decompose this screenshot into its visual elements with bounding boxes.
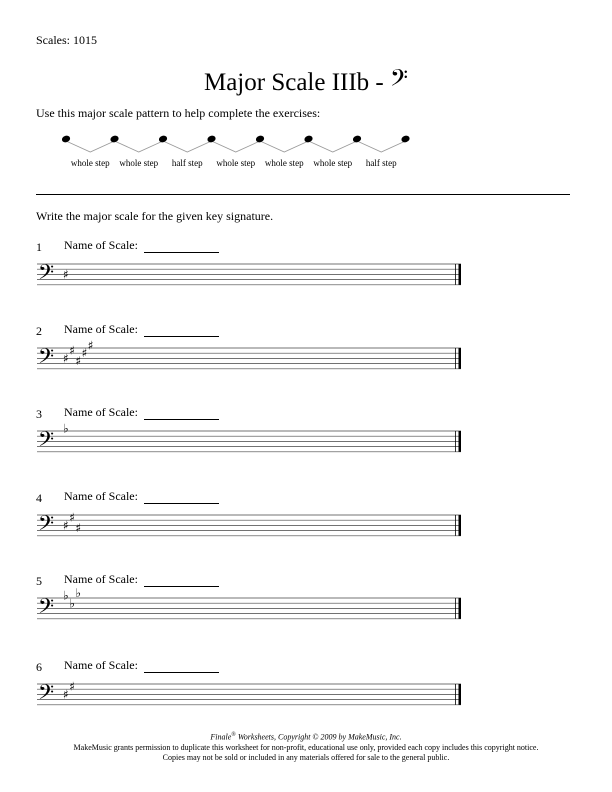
scale-pattern-diagram <box>0 128 612 180</box>
final-barline <box>459 431 462 452</box>
exercise-number: 3 <box>36 407 42 421</box>
exercise-2 <box>0 324 612 404</box>
exercise-4 <box>0 491 612 571</box>
scale-name-label: Name of Scale: <box>64 489 138 503</box>
step-label: whole step <box>264 158 304 168</box>
exercise-number: 4 <box>36 491 42 505</box>
final-barline <box>459 515 462 536</box>
exercise-number: 5 <box>36 574 42 588</box>
step-label: half step <box>365 158 397 168</box>
scale-note-icon <box>352 135 362 144</box>
scale-pattern-notes <box>0 128 612 158</box>
scale-note-icon <box>206 135 216 144</box>
scale-note-icon <box>61 135 71 144</box>
exercise-number: 6 <box>36 660 42 674</box>
sharp-icon: ♯ <box>87 338 94 353</box>
sharp-icon: ♯ <box>63 351 69 366</box>
flat-icon: ♭ <box>63 588 69 603</box>
scale-name-label: Name of Scale: <box>64 322 138 336</box>
exercise-3 <box>0 407 612 487</box>
exercise-instruction: Write the major scale for the given key signature. <box>36 209 274 223</box>
page-title-text: Major Scale IIIb - <box>203 69 391 96</box>
exercise-number: 2 <box>36 324 42 338</box>
bass-clef-icon: 𝄢 <box>38 344 55 373</box>
sharp-icon: ♯ <box>75 354 82 368</box>
step-connector <box>260 141 309 152</box>
pattern-intro-text: Use this major scale pattern to help complete the exercises: <box>36 106 321 120</box>
bass-staff[interactable] <box>0 586 612 646</box>
step-connector <box>309 141 358 152</box>
sharp-icon: ♯ <box>75 521 82 535</box>
scale-name-label: Name of Scale: <box>64 405 138 419</box>
final-barline <box>459 598 462 619</box>
step-connector <box>115 141 164 152</box>
scale-note-icon <box>109 135 119 144</box>
footer-line-3: Copies may not be sold or included in any materials offered for sale to the general public. <box>162 752 450 762</box>
step-label: whole step <box>119 158 159 168</box>
flat-icon: ♭ <box>69 596 75 611</box>
step-connector <box>66 141 115 152</box>
bass-clef-icon: 𝄢 <box>38 680 55 709</box>
step-label: half step <box>171 158 203 168</box>
footer-product-name: Finale <box>210 732 232 742</box>
sharp-icon: ♯ <box>63 267 69 282</box>
footer-copyright: Worksheets, Copyright © 2009 by MakeMusic, Inc. <box>235 732 402 742</box>
scale-name-label: Name of Scale: <box>64 238 138 252</box>
final-barline <box>459 684 462 705</box>
section-divider <box>36 194 570 195</box>
scale-name-label: Name of Scale: <box>64 572 138 586</box>
sharp-icon: ♯ <box>81 346 88 361</box>
scale-note-icon <box>303 135 313 144</box>
registered-mark: ® <box>231 732 236 738</box>
bass-staff[interactable] <box>0 336 612 396</box>
step-label: whole step <box>216 158 256 168</box>
sharp-icon: ♯ <box>63 687 69 702</box>
flat-icon: ♭ <box>63 421 69 436</box>
page-title <box>0 64 612 98</box>
copyright-footer <box>0 730 612 763</box>
bass-clef-icon: 𝄢 <box>38 427 55 456</box>
final-barline <box>459 348 462 369</box>
worksheet-id: Scales: 1015 <box>36 33 97 47</box>
sharp-icon: ♯ <box>69 343 76 358</box>
exercise-6 <box>0 660 612 740</box>
bass-clef-icon: 𝄢 <box>38 594 55 623</box>
final-barline <box>459 264 462 285</box>
footer-line-1 <box>0 730 612 743</box>
scale-note-icon <box>400 135 410 144</box>
bass-staff[interactable] <box>0 252 612 312</box>
step-connector <box>357 141 406 152</box>
footer-line-2: MakeMusic grants permission to duplicate this worksheet for non-profit, educational use only, provided each copy includes this copyright notice. <box>73 742 539 752</box>
step-connector <box>212 141 261 152</box>
bass-clef-icon: 𝄢 <box>390 64 409 97</box>
flat-icon: ♭ <box>75 586 82 600</box>
scale-name-label: Name of Scale: <box>64 658 138 672</box>
bass-staff[interactable] <box>0 419 612 479</box>
sharp-icon: ♯ <box>69 510 76 525</box>
step-label: whole step <box>313 158 353 168</box>
step-label: whole step <box>70 158 110 168</box>
scale-note-icon <box>158 135 168 144</box>
exercise-number: 1 <box>36 240 42 254</box>
sharp-icon: ♯ <box>63 518 69 533</box>
bass-staff[interactable] <box>0 503 612 563</box>
bass-clef-icon: 𝄢 <box>38 511 55 540</box>
step-connector <box>163 141 212 152</box>
exercise-1 <box>0 240 612 320</box>
scale-note-icon <box>255 135 265 144</box>
bass-clef-icon: 𝄢 <box>38 260 55 289</box>
bass-staff[interactable] <box>0 672 612 732</box>
exercise-5 <box>0 574 612 654</box>
sharp-icon: ♯ <box>69 679 76 694</box>
